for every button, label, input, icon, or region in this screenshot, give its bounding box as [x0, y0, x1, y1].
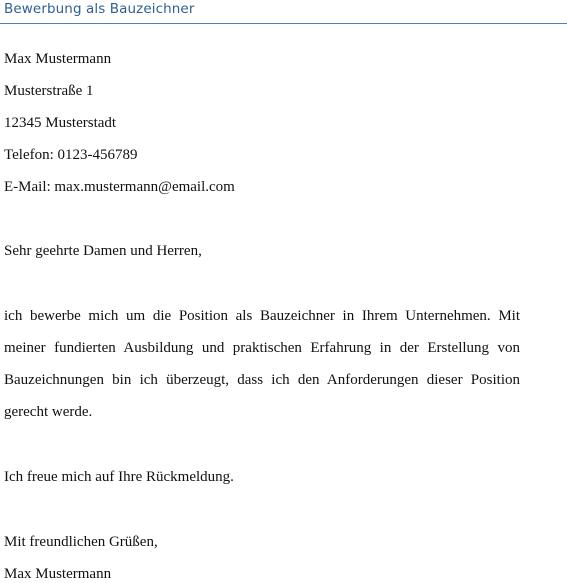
sender-email: E-Mail: max.mustermann@email.com [4, 179, 235, 195]
closing-greeting: Mit freundlichen Grüßen, [4, 534, 158, 550]
paragraph-line-2: meiner fundierten Ausbildung und praktischen Erfahrung in der Erstellung von [4, 340, 520, 356]
signature-name: Max Mustermann [4, 566, 112, 582]
paragraph-line-4: gerecht werde. [4, 404, 93, 420]
sender-phone: Telefon: 0123-456789 [4, 147, 138, 163]
closing-sentence: Ich freue mich auf Ihre Rückmeldung. [4, 469, 234, 485]
salutation: Sehr geehrte Damen und Herren, [4, 243, 202, 259]
sender-name: Max Mustermann [4, 51, 112, 67]
sender-city: 12345 Musterstadt [4, 115, 117, 131]
paragraph-line-1: ich bewerbe mich um die Position als Bauzeichner in Ihrem Unternehmen. Mit [4, 308, 520, 324]
paragraph-line-3: Bauzeichnungen bin ich überzeugt, dass ich den Anforderungen dieser Position [4, 372, 520, 388]
sender-street: Musterstraße 1 [4, 83, 94, 99]
document-header [0, 0, 567, 24]
header-title: Bewerbung als Bauzeichner [4, 1, 195, 17]
